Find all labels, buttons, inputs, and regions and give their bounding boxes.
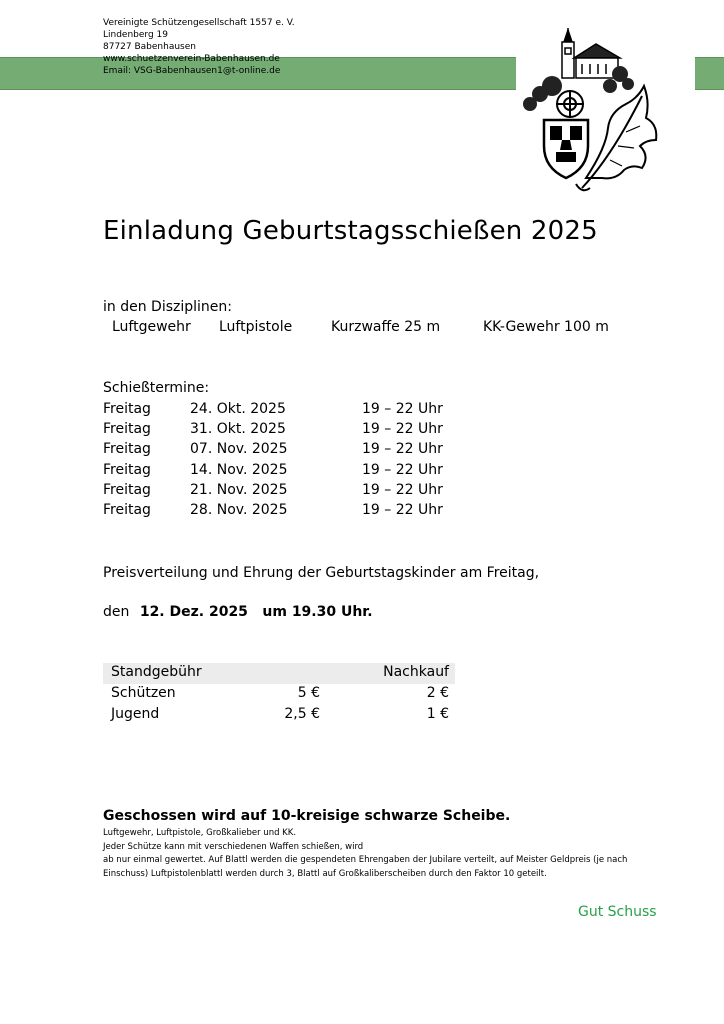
website-link[interactable]: www.schuetzenverein-Babenhausen.de xyxy=(103,54,280,64)
discipline-item: Luftpistole xyxy=(219,319,293,335)
rules-text xyxy=(103,827,663,881)
schedule-row xyxy=(103,482,463,502)
header-band-right xyxy=(695,57,724,90)
schedule-day: Freitag xyxy=(103,462,151,478)
address-city: 87727 Babenhausen xyxy=(103,42,196,52)
rebuy-amount: 1 € xyxy=(426,706,449,722)
email-link[interactable]: Email: VSG-Babenhausen1@t-online.de xyxy=(103,66,281,76)
schedule-day: Freitag xyxy=(103,401,151,417)
page-title: Einladung Geburtstagsschießen 2025 xyxy=(103,216,598,246)
schedule-time: 19 – 22 Uhr xyxy=(362,441,443,457)
schedule-date: 31. Okt. 2025 xyxy=(190,421,286,437)
schedule-date: 14. Nov. 2025 xyxy=(190,462,288,478)
schedule-time: 19 – 22 Uhr xyxy=(362,482,443,498)
fee-header-standgebuehr: Standgebühr xyxy=(111,664,202,680)
schedule-label: Schießtermine: xyxy=(103,380,210,396)
schedule-day: Freitag xyxy=(103,421,151,437)
schedule-day: Freitag xyxy=(103,502,151,518)
fee-header-nachkauf: Nachkauf xyxy=(383,664,449,680)
fee-label: Jugend xyxy=(111,706,160,722)
fee-amount: 5 € xyxy=(297,685,320,701)
rules-line: Jeder Schütze kann mit verschiedenen Waffen schießen, wird xyxy=(103,841,364,852)
schedule-time: 19 – 22 Uhr xyxy=(362,502,443,518)
schedule-date: 24. Okt. 2025 xyxy=(190,401,286,417)
schedule-row xyxy=(103,462,463,482)
fee-row xyxy=(103,705,455,726)
org-name: Vereinigte Schützengesellschaft 1557 e. V. xyxy=(103,18,295,28)
closing-greeting: Gut Schuss xyxy=(578,904,657,920)
schedule-day: Freitag xyxy=(103,482,151,498)
schedule-row xyxy=(103,421,463,441)
address-street: Lindenberg 19 xyxy=(103,30,168,40)
schedule-day: Freitag xyxy=(103,441,151,457)
award-date: 12. Dez. 2025 xyxy=(139,604,248,620)
discipline-item: KK-Gewehr 100 m xyxy=(483,319,609,335)
award-time: um 19.30 Uhr. xyxy=(262,604,373,620)
schedule-row xyxy=(103,401,463,421)
rebuy-amount: 2 € xyxy=(426,685,449,701)
discipline-item: Luftgewehr xyxy=(112,319,191,335)
fee-table-header xyxy=(103,663,455,684)
fee-amount: 2,5 € xyxy=(284,706,320,722)
award-text: Preisverteilung und Ehrung der Geburtstagskinder am Freitag, xyxy=(103,565,540,581)
schedule-row xyxy=(103,441,463,461)
club-crest-church-oak-leaves-icon xyxy=(516,28,666,194)
fee-label: Schützen xyxy=(111,685,176,701)
schedule-date: 21. Nov. 2025 xyxy=(190,482,288,498)
fee-row xyxy=(103,684,455,705)
fee-table xyxy=(103,663,455,726)
rules-line: ab nur einmal gewertet. Auf Blattl werden die gespendeten Ehrengaben der Jubilare verteilt, auf Meister Geldpreis (je nach Einschuss) Luftpistolenblattl werden durch 3, Blattl auf Großkaliberscheiben durch den Faktor 10 geteilt. xyxy=(103,855,628,879)
schedule-date: 28. Nov. 2025 xyxy=(190,502,288,518)
schedule-time: 19 – 22 Uhr xyxy=(362,462,443,478)
rules-heading: Geschossen wird auf 10-kreisige schwarze Scheibe. xyxy=(103,808,511,824)
disciplines-label: in den Disziplinen: xyxy=(103,299,232,315)
discipline-item: Kurzwaffe 25 m xyxy=(331,319,441,335)
schedule-time: 19 – 22 Uhr xyxy=(362,421,443,437)
award-prefix: den xyxy=(103,604,130,620)
letterhead xyxy=(103,17,295,77)
schedule-time: 19 – 22 Uhr xyxy=(362,401,443,417)
award-date-line xyxy=(103,604,373,620)
rules-line: Luftgewehr, Luftpistole, Großkalieber und KK. xyxy=(103,828,297,838)
schedule-date: 07. Nov. 2025 xyxy=(190,441,288,457)
schedule-row xyxy=(103,502,463,522)
